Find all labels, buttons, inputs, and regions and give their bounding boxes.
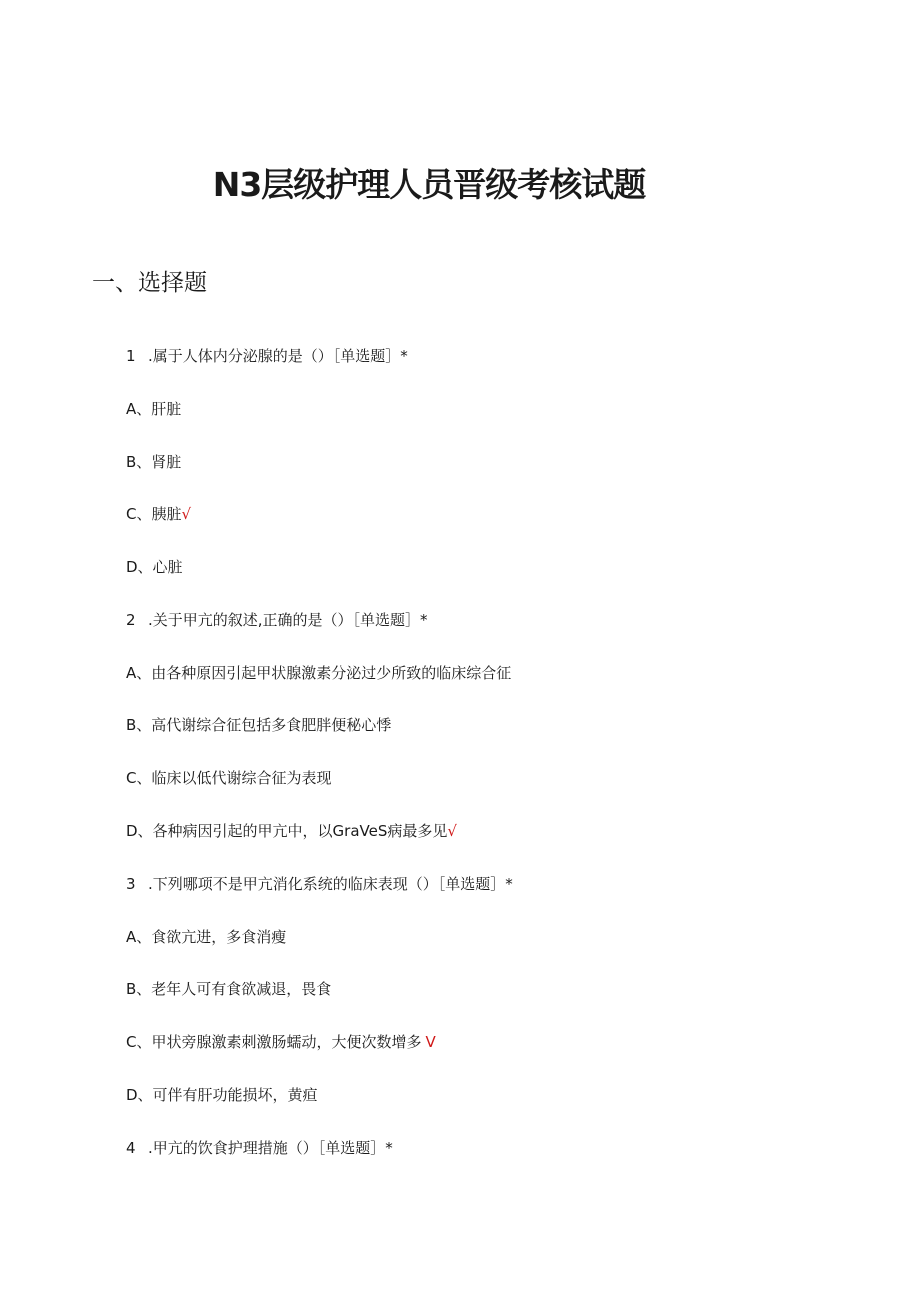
question-number: 2 bbox=[126, 611, 136, 629]
option-text: B、高代谢综合征包括多食肥胖便秘心悸 bbox=[126, 716, 392, 734]
option-text: B、老年人可有食欲减退，畏食 bbox=[126, 980, 332, 998]
question-text: .关于甲亢的叙述,正确的是（）［单选题］* bbox=[148, 611, 428, 629]
question-2-option-d bbox=[126, 820, 457, 842]
option-text: C、临床以低代谢综合征为表现 bbox=[126, 769, 332, 787]
option-text: C、甲状旁腺激素刺激肠蠕动，大便次数增多 bbox=[126, 1033, 422, 1051]
option-text: B、肾脏 bbox=[126, 453, 182, 471]
question-text: .属于人体内分泌腺的是（）［单选题］* bbox=[148, 347, 408, 365]
question-2-option-a bbox=[126, 662, 511, 684]
question-number: 4 bbox=[126, 1139, 136, 1157]
correct-answer-mark: √ bbox=[447, 822, 457, 840]
question-3-option-d bbox=[126, 1084, 318, 1106]
section-heading: 一、选择题 bbox=[92, 270, 207, 296]
question-2-stem bbox=[126, 609, 428, 631]
question-1-stem bbox=[126, 345, 408, 367]
question-text: .下列哪项不是甲亢消化系统的临床表现（）［单选题］* bbox=[148, 875, 513, 893]
correct-answer-mark: V bbox=[425, 1033, 436, 1051]
question-number: 1 bbox=[126, 347, 136, 365]
correct-answer-mark: √ bbox=[181, 505, 192, 523]
question-number: 3 bbox=[126, 875, 136, 893]
question-3-option-c bbox=[126, 1031, 436, 1053]
option-text: A、肝脏 bbox=[126, 400, 182, 418]
option-text: C、胰脏 bbox=[126, 505, 182, 523]
question-3-option-a bbox=[126, 926, 286, 948]
question-1-option-d bbox=[126, 556, 183, 578]
question-2-option-b bbox=[126, 714, 391, 736]
document-title: N3层级护理人员晋级考核试题 bbox=[212, 165, 646, 204]
question-2-option-c bbox=[126, 767, 331, 789]
question-text: .甲亢的饮食护理措施（）［单选题］* bbox=[148, 1139, 393, 1157]
question-4-stem bbox=[126, 1137, 393, 1159]
question-1-option-a bbox=[126, 398, 181, 420]
option-text: D、心脏 bbox=[126, 558, 183, 576]
question-3-option-b bbox=[126, 978, 331, 1000]
question-1-option-c bbox=[126, 503, 191, 525]
option-text: A、食欲亢进，多食消瘦 bbox=[126, 928, 287, 946]
question-1-option-b bbox=[126, 451, 181, 473]
option-text: D、各种病因引起的甲亢中，以GraVeS病最多见 bbox=[126, 822, 448, 840]
question-3-stem bbox=[126, 873, 513, 895]
option-text: A、由各种原因引起甲状腺激素分泌过少所致的临床综合征 bbox=[126, 664, 512, 682]
option-text: D、可伴有肝功能损坏，黄疸 bbox=[126, 1086, 318, 1104]
